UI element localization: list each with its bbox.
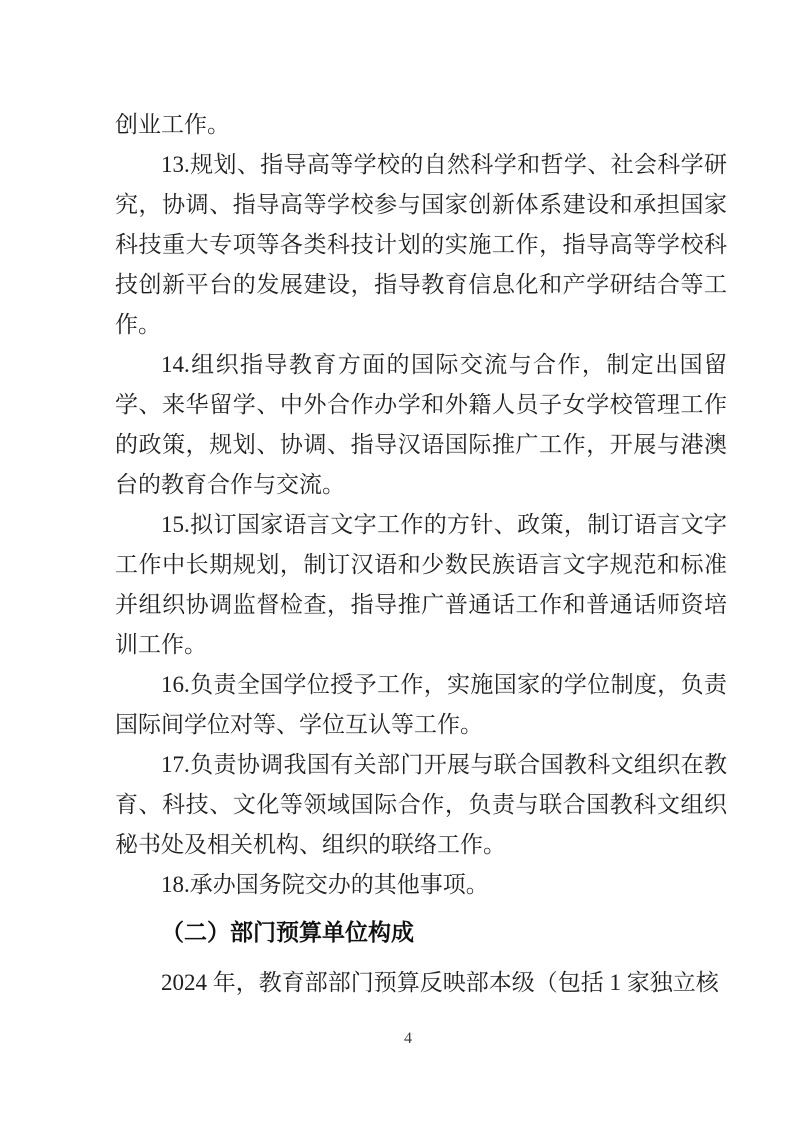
paragraph: 13.规划、指导高等学校的自然科学和哲学、社会科学研究，协调、指导高等学校参与国家创新体系建设和承担国家科技重大专项等各类科技计划的实施工作，指导高等学校科技创新平台的发展建设，指导教育信息化和产学研结合等工作。	[115, 152, 727, 337]
paragraph: 14.组织指导教育方面的国际交流与合作，制定出国留学、来华留学、中外合作办学和外籍人员子女学校管理工作的政策，规划、协调、指导汉语国际推广工作，开展与港澳台的教育合作与交流。	[115, 352, 727, 497]
page-footer	[0, 1030, 800, 1048]
paragraph: 17.负责协调我国有关部门开展与联合国教科文组织在教育、科技、文化等领域国际合作，负责与联合国教科文组织秘书处及相关机构、组织的联络工作。	[115, 752, 727, 857]
paragraph: 18.承办国务院交办的其他事项。	[161, 872, 489, 897]
paragraph: 2024 年，教育部部门预算反映部本级（包括 1 家独立核	[161, 970, 719, 995]
paragraph: 16.负责全国学位授予工作，实施国家的学位制度，负责国际间学位对等、学位互认等工作。	[115, 672, 727, 737]
section-heading: （二）部门预算单位构成	[161, 920, 414, 945]
paragraph: 创业工作。	[115, 112, 230, 137]
document-body	[115, 105, 727, 1003]
paragraph: 15.拟订国家语言文字工作的方针、政策，制订语言文字工作中长期规划，制订汉语和少数民族语言文字规范和标准并组织协调监督检查，指导推广普通话工作和普通话师资培训工作。	[115, 512, 727, 657]
page-number: 4	[404, 1030, 412, 1047]
